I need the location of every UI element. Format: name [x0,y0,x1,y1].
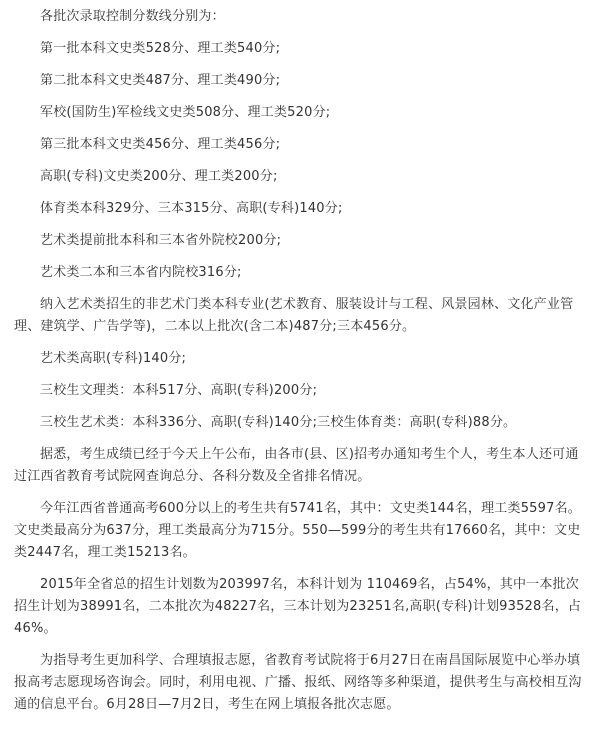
paragraph-non-art-majors: 纳入艺术类招生的非艺术门类本科专业(艺术教育、服装设计与工程、风景园林、文化产业管理、建筑学、广告学等)，二本以上批次(含二本)487分;三本456分。 [14,297,574,334]
paragraph-military: 军校(国防生)军检线文史类508分、理工类520分; [40,105,331,120]
paragraph-results-published: 据悉，考生成绩已经于今天上午公布，由各市(县、区)招考办通知考生个人，考生本人还可通过江西省教育考试院网查询总分、各科分数及全省排名情况。 [14,447,579,484]
paragraph-first-batch: 第一批本科文史类528分、理工类540分; [40,41,281,56]
paragraph-score-statistics: 今年江西省普通高考600分以上的考生共有5741名，其中：文史类144名，理工类5597名。文史类最高分为637分，理工类最高分为715分。550—599分的考生共有17660名，其中：文史类2447名，理工类15213名。 [14,501,581,560]
paragraph-second-batch: 第二批本科文史类487分、理工类490分; [40,73,281,88]
paragraph-vocational: 高职(专科)文史类200分、理工类200分; [40,169,278,184]
paragraph-consultation: 为指导考生更加科学、合理填报志愿，省教育考试院将于6月27日在南昌国际展览中心举办填报高考志愿现场咨询会。同时，利用电视、广播、报纸、网络等多种渠道，提供考生与高校相互沟通的信息平台。6月28日—7月2日，考生在网上填报各批次志愿。 [14,653,582,712]
paragraph-enrollment-plan: 2015年全省总的招生计划数为203997名，本科计划为 110469名，占54%，其中一本批次招生计划为38991名，二本批次为48227名，三本计划为23251名,高职(专科)计划93528名，占46%。 [14,577,582,636]
paragraph-sports: 体育类本科329分、三本315分、高职(专科)140分; [40,201,343,216]
paragraph-third-batch: 第三批本科文史类456分、理工类456分; [40,137,281,152]
paragraph-art-second-third: 艺术类二本和三本省内院校316分; [40,265,242,280]
paragraph-three-school-arts-science: 三校生文理类：本科517分、高职(专科)200分; [40,383,318,398]
paragraph-intro: 各批次录取控制分数线分别为： [40,9,225,24]
paragraph-art-vocational: 艺术类高职(专科)140分; [40,351,187,366]
paragraph-three-school-art-sports: 三校生艺术类：本科336分、高职(专科)140分;三校生体育类：高职(专科)88分。 [40,415,517,430]
paragraph-art-early: 艺术类提前批本科和三本省外院校200分; [40,233,282,248]
